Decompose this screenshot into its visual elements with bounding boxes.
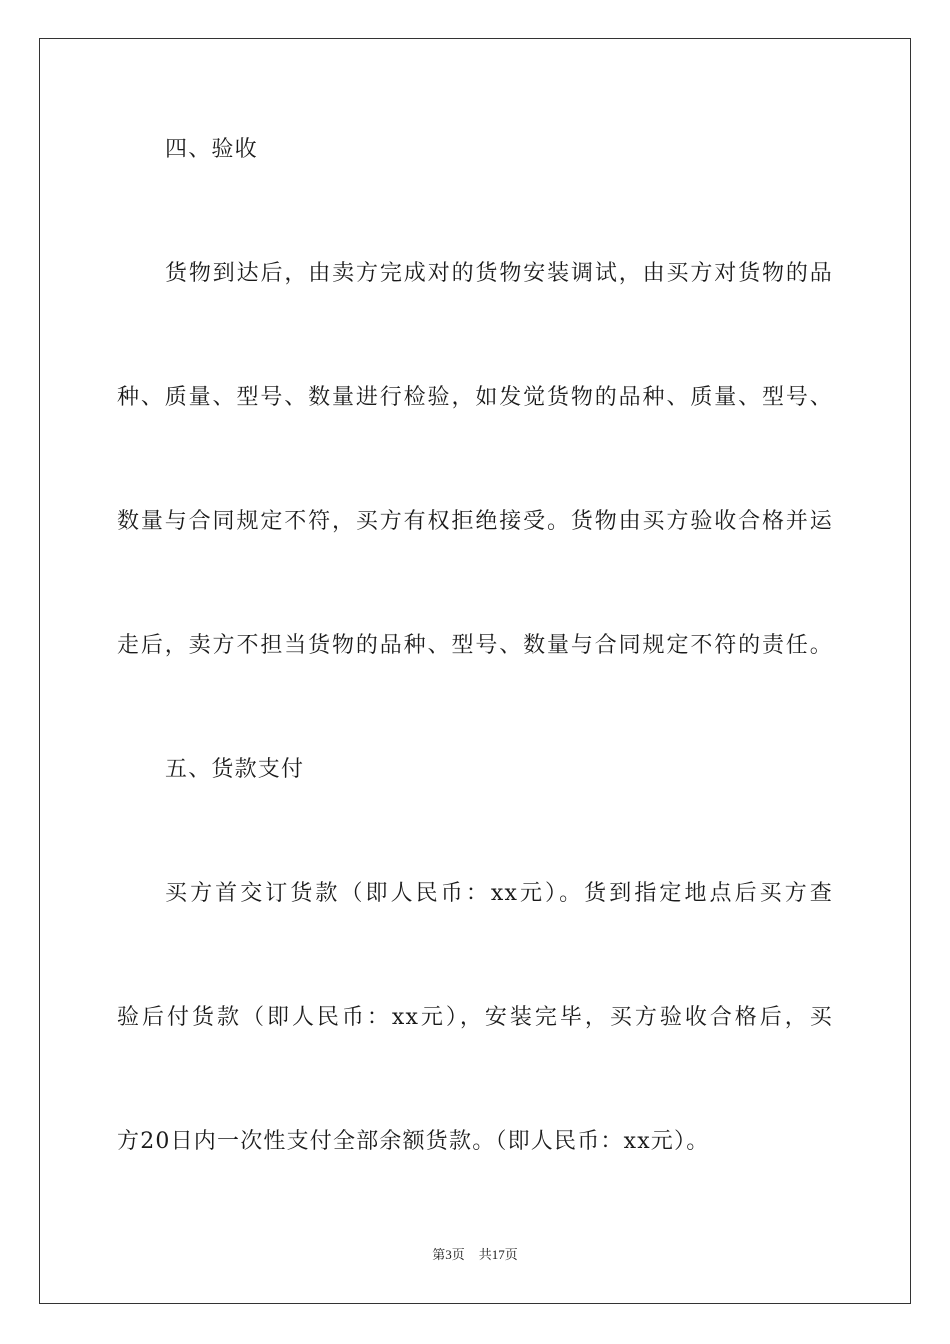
page-number: 第3页 — [432, 1247, 465, 1262]
section-5-heading: 五、货款支付 — [165, 757, 305, 782]
total-pages: 共17页 — [478, 1247, 518, 1262]
page-footer — [0, 1246, 950, 1264]
section-4-paragraph-line-3: 数量与合同规定不符，买方有权拒绝接受。货物由买方验收合格并运 — [117, 509, 833, 534]
section-5-paragraph-line-2: 验后付货款（即人民币：xx元），安装完毕，买方验收合格后，买 — [117, 1005, 833, 1030]
section-4-paragraph-line-2: 种、质量、型号、数量进行检验，如发觉货物的品种、质量、型号、 — [117, 385, 833, 410]
section-4-paragraph-line-4: 走后，卖方不担当货物的品种、型号、数量与合同规定不符的责任。 — [117, 633, 833, 658]
section-4-paragraph-line-1: 货物到达后，由卖方完成对的货物安装调试，由买方对货物的品 — [165, 261, 833, 286]
section-5-paragraph-line-1: 买方首交订货款（即人民币：xx元）。货到指定地点后买方查 — [165, 881, 833, 906]
section-4-heading: 四、验收 — [165, 137, 258, 162]
page-border — [39, 38, 911, 1304]
section-5-paragraph-line-3: 方20日内一次性支付全部余额货款。（即人民币：xx元）。 — [117, 1129, 710, 1154]
